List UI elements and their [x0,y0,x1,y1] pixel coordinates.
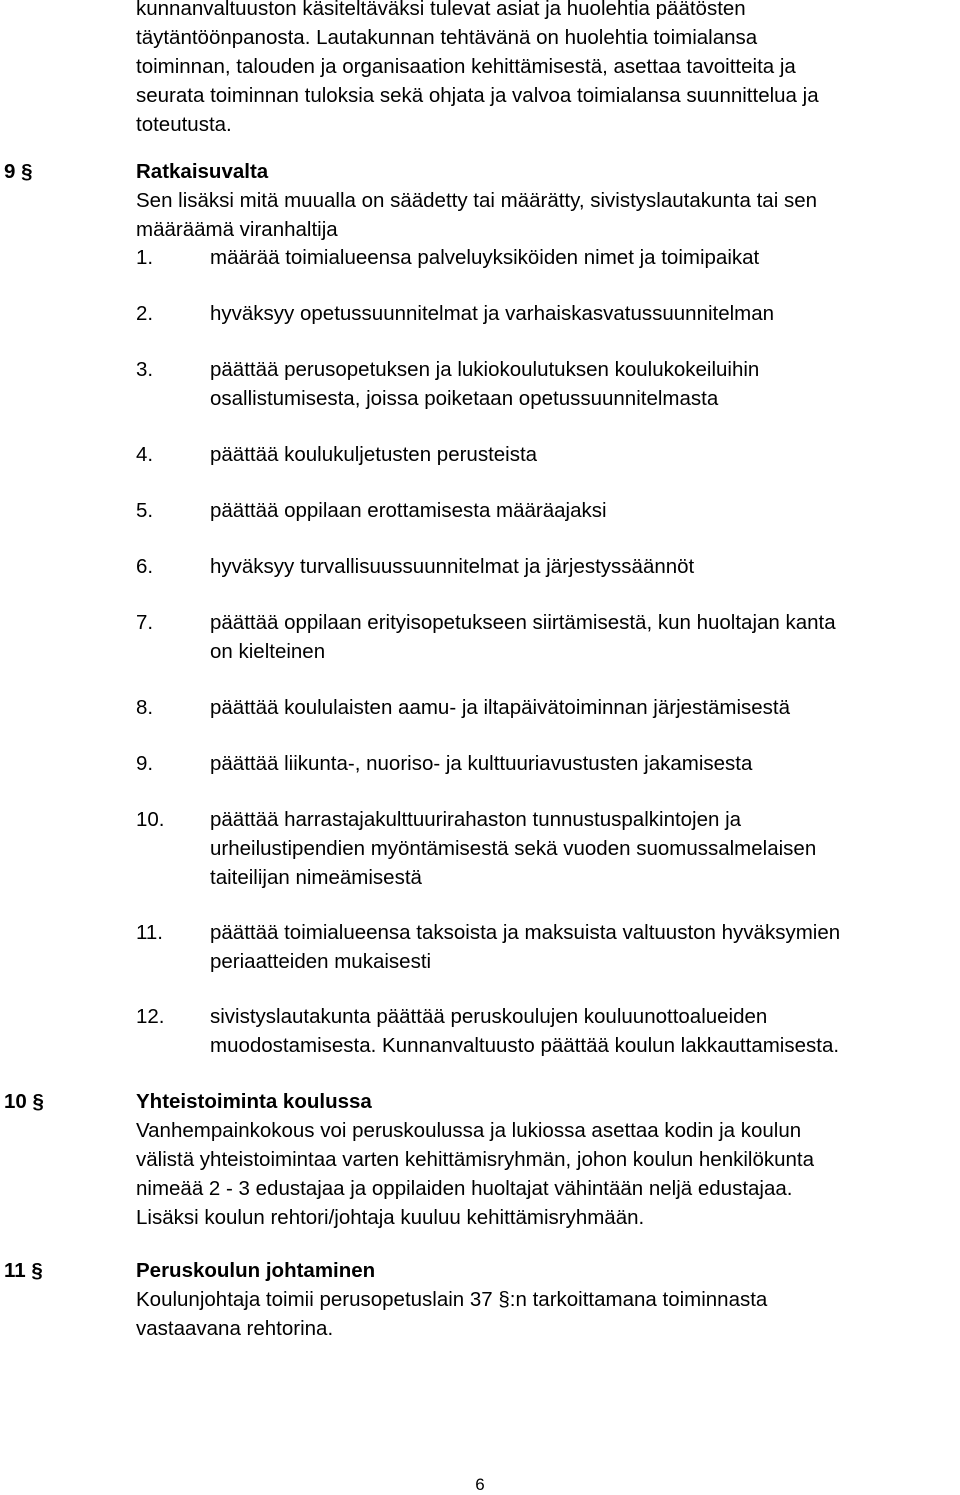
section-intro-line: määräämä viranhaltija [136,218,338,241]
item-text: päättää oppilaan erottamisesta määräajaksi [210,499,607,522]
section-body-line: välistä yhteistoimintaa varten kehittämisryhmän, johon koulun henkilökunta [136,1148,815,1171]
page-number: 6 [475,1475,485,1494]
item-text: päättää toimialueensa taksoista ja maksuista valtuuston hyväksymien [210,921,841,944]
section-intro [136,186,958,244]
intro-line: kunnanvaltuuston käsiteltäväksi tulevat asiat ja huolehtia päätösten [136,0,746,20]
section-title: Ratkaisuvalta [136,160,269,183]
item-number: 8. [136,696,154,719]
item-number: 2. [136,302,154,325]
intro-line: toiminnan, talouden ja organisaation kehittämisestä, asettaa tavoitteita ja [136,55,796,78]
item-number: 7. [136,611,154,634]
section-body [136,1285,958,1343]
section-number: 10 § [4,1090,44,1113]
section-body-line: Lisäksi koulun rehtori/johtaja kuuluu kehittämisryhmään. [136,1206,645,1229]
item-number: 3. [136,358,154,381]
item-text: päättää koululaisten aamu- ja iltapäivätoiminnan järjestämisestä [210,696,791,719]
item-number: 12. [136,1005,165,1028]
item-text: periaatteiden mukaisesti [210,950,432,973]
item-text: päättää harrastajakulttuurirahaston tunnustuspalkintojen ja [210,808,742,831]
section-title: Peruskoulun johtaminen [136,1259,376,1282]
section-body-line: nimeää 2 - 3 edustajaa ja oppilaiden huoltajat vähintään neljä edustajaa. [136,1177,793,1200]
item-number: 11. [136,921,163,944]
intro-line: seurata toiminnan tuloksia sekä ohjata ja valvoa toimialansa suunnittelua ja [136,84,819,107]
item-text: muodostamisesta. Kunnanvaltuusto päättää koulun lakkauttamisesta. [210,1034,840,1057]
item-number: 5. [136,499,154,522]
section-body [136,1116,958,1232]
item-number: 6. [136,555,154,578]
section-number: 9 § [4,160,33,183]
section-title: Yhteistoiminta koulussa [136,1090,372,1113]
item-number: 9. [136,752,154,775]
intro-line: toteutusta. [136,113,232,136]
section-body-line: Koulunjohtaja toimii perusopetuslain 37 §:n tarkoittamana toiminnasta [136,1288,768,1311]
item-text: päättää perusopetuksen ja lukiokoulutuksen koulukokeiluihin [210,358,760,381]
item-text: on kielteinen [210,640,326,663]
item-text: taiteilijan nimeämisestä [210,866,422,889]
item-text: päättää oppilaan erityisopetukseen siirtämisestä, kun huoltajan kanta [210,611,836,634]
section-body-line: vastaavana rehtorina. [136,1317,334,1340]
item-text: määrää toimialueensa palveluyksiköiden nimet ja toimipaikat [210,246,760,269]
intro-paragraph [136,0,958,139]
section-intro-line: Sen lisäksi mitä muualla on säädetty tai määrätty, sivistyslautakunta tai sen [136,189,817,212]
item-text: hyväksyy turvallisuussuunnitelmat ja järjestyssäännöt [210,555,695,578]
item-text: päättää koulukuljetusten perusteista [210,443,538,466]
item-text: sivistyslautakunta päättää peruskoulujen kouluunottoalueiden [210,1005,768,1028]
section-number: 11 § [4,1259,43,1282]
item-number: 10. [136,808,165,831]
item-text: osallistumisesta, joissa poiketaan opetussuunnitelmasta [210,387,719,410]
item-text: päättää liikunta-, nuoriso- ja kulttuuriavustusten jakamisesta [210,752,753,775]
item-text: hyväksyy opetussuunnitelmat ja varhaiskasvatussuunnitelman [210,302,775,325]
item-text: urheilustipendien myöntämisestä sekä vuoden suomussalmelaisen [210,837,817,860]
section-body-line: Vanhempainkokous voi peruskoulussa ja lukiossa asettaa kodin ja koulun [136,1119,802,1142]
intro-line: täytäntöönpanosta. Lautakunnan tehtävänä on huolehtia toimialansa [136,26,758,49]
item-number: 1. [136,246,154,269]
item-number: 4. [136,443,154,466]
